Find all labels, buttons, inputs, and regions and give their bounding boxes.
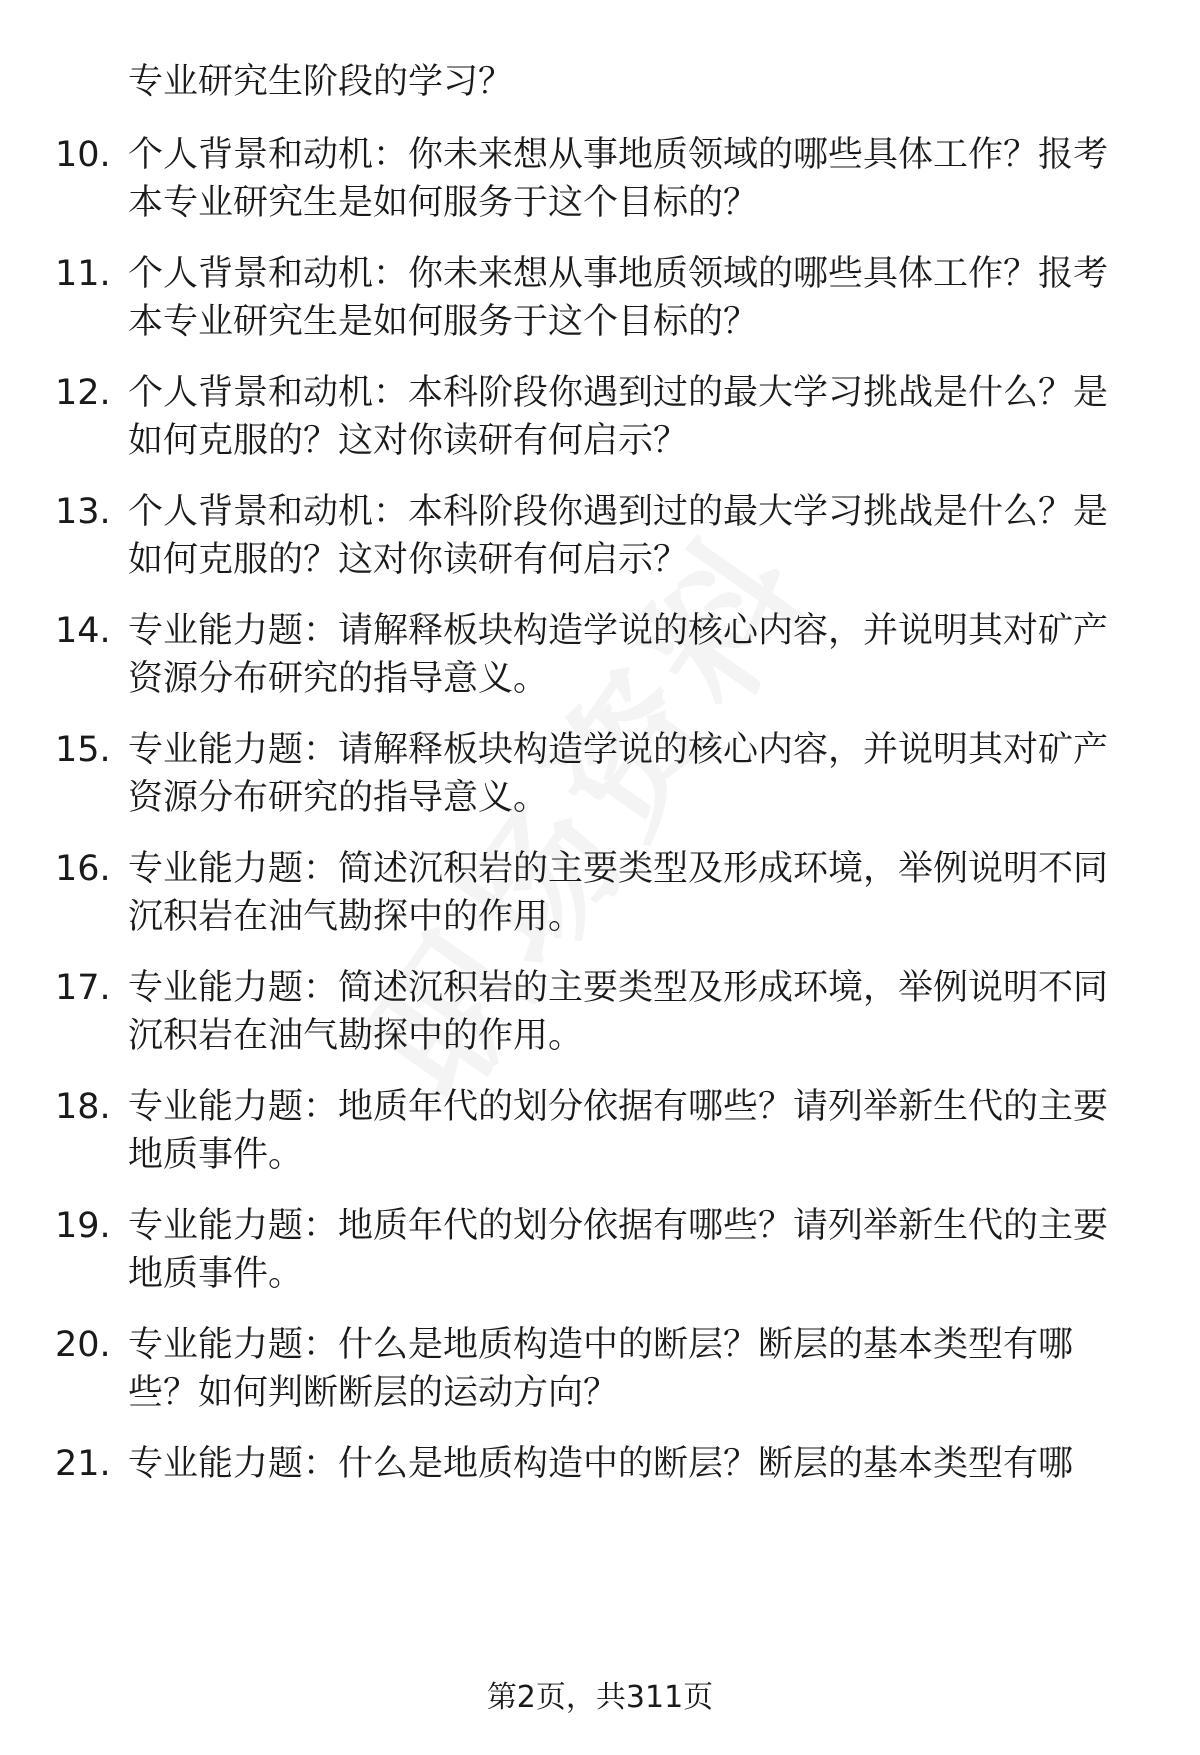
question-text-line: 专业能力题：什么是地质构造中的断层？断层的基本类型有哪	[128, 1325, 1074, 1365]
question-text	[128, 964, 1143, 1060]
question-text-line: 资源分布研究的指导意义。	[128, 778, 549, 818]
question-number: 18.	[55, 1087, 111, 1127]
question-text-line: 资源分布研究的指导意义。	[128, 659, 549, 699]
question-text-line: 沉积岩在油气勘探中的作用。	[128, 897, 584, 937]
question-text	[128, 845, 1143, 941]
question-text-line: 个人背景和动机：本科阶段你遇到过的最大学习挑战是什么？是	[128, 492, 1109, 532]
question-text-line: 如何克服的？这对你读研有何启示？	[128, 540, 689, 580]
question-number: 16.	[55, 849, 111, 889]
page-footer: 第2页，共311页	[486, 1680, 714, 1715]
question-text-line: 专业能力题：地质年代的划分依据有哪些？请列举新生代的主要	[128, 1206, 1109, 1246]
question-text-line: 专业能力题：简述沉积岩的主要类型及形成环境，举例说明不同	[128, 968, 1109, 1008]
question-text-line: 本专业研究生是如何服务于这个目标的？	[128, 183, 759, 223]
question-text	[128, 131, 1143, 227]
question-text-line: 个人背景和动机：你未来想从事地质领域的哪些具体工作？报考	[128, 254, 1109, 294]
question-text	[128, 1202, 1143, 1298]
question-number: 10.	[55, 135, 111, 175]
question-text	[128, 1440, 1143, 1488]
question-text-line: 个人背景和动机：本科阶段你遇到过的最大学习挑战是什么？是	[128, 373, 1109, 413]
question-text-line: 个人背景和动机：你未来想从事地质领域的哪些具体工作？报考	[128, 135, 1109, 175]
question-text	[128, 488, 1143, 584]
question-text-line: 沉积岩在油气勘探中的作用。	[128, 1016, 584, 1056]
question-text-line: 专业能力题：简述沉积岩的主要类型及形成环境，举例说明不同	[128, 849, 1109, 889]
question-number: 21.	[55, 1444, 111, 1484]
question-number: 13.	[55, 492, 111, 532]
question-text-line: 专业能力题：请解释板块构造学说的核心内容，并说明其对矿产	[128, 730, 1109, 770]
question-text-line: 些？如何判断断层的运动方向？	[128, 1373, 619, 1413]
question-number: 19.	[55, 1206, 111, 1246]
question-text	[128, 607, 1143, 703]
question-text-line: 专业能力题：什么是地质构造中的断层？断层的基本类型有哪	[128, 1444, 1074, 1484]
question-text-line: 地质事件。	[128, 1254, 304, 1294]
question-text	[128, 369, 1143, 465]
question-text	[128, 726, 1143, 822]
question-number: 14.	[55, 611, 111, 651]
question-text-line: 如何克服的？这对你读研有何启示？	[128, 421, 689, 461]
question-number: 15.	[55, 730, 111, 770]
question-text-line: 专业能力题：地质年代的划分依据有哪些？请列举新生代的主要	[128, 1087, 1109, 1127]
continued-text: 专业研究生阶段的学习？	[128, 62, 514, 102]
question-text-line: 本专业研究生是如何服务于这个目标的？	[128, 302, 759, 342]
question-text-line: 地质事件。	[128, 1135, 304, 1175]
question-number: 12.	[55, 373, 111, 413]
question-text	[128, 1083, 1143, 1179]
question-number: 20.	[55, 1325, 111, 1365]
question-number: 11.	[55, 254, 111, 294]
question-text	[128, 1321, 1143, 1417]
question-text-line: 专业能力题：请解释板块构造学说的核心内容，并说明其对矿产	[128, 611, 1109, 651]
question-text	[128, 250, 1143, 346]
question-number: 17.	[55, 968, 111, 1008]
